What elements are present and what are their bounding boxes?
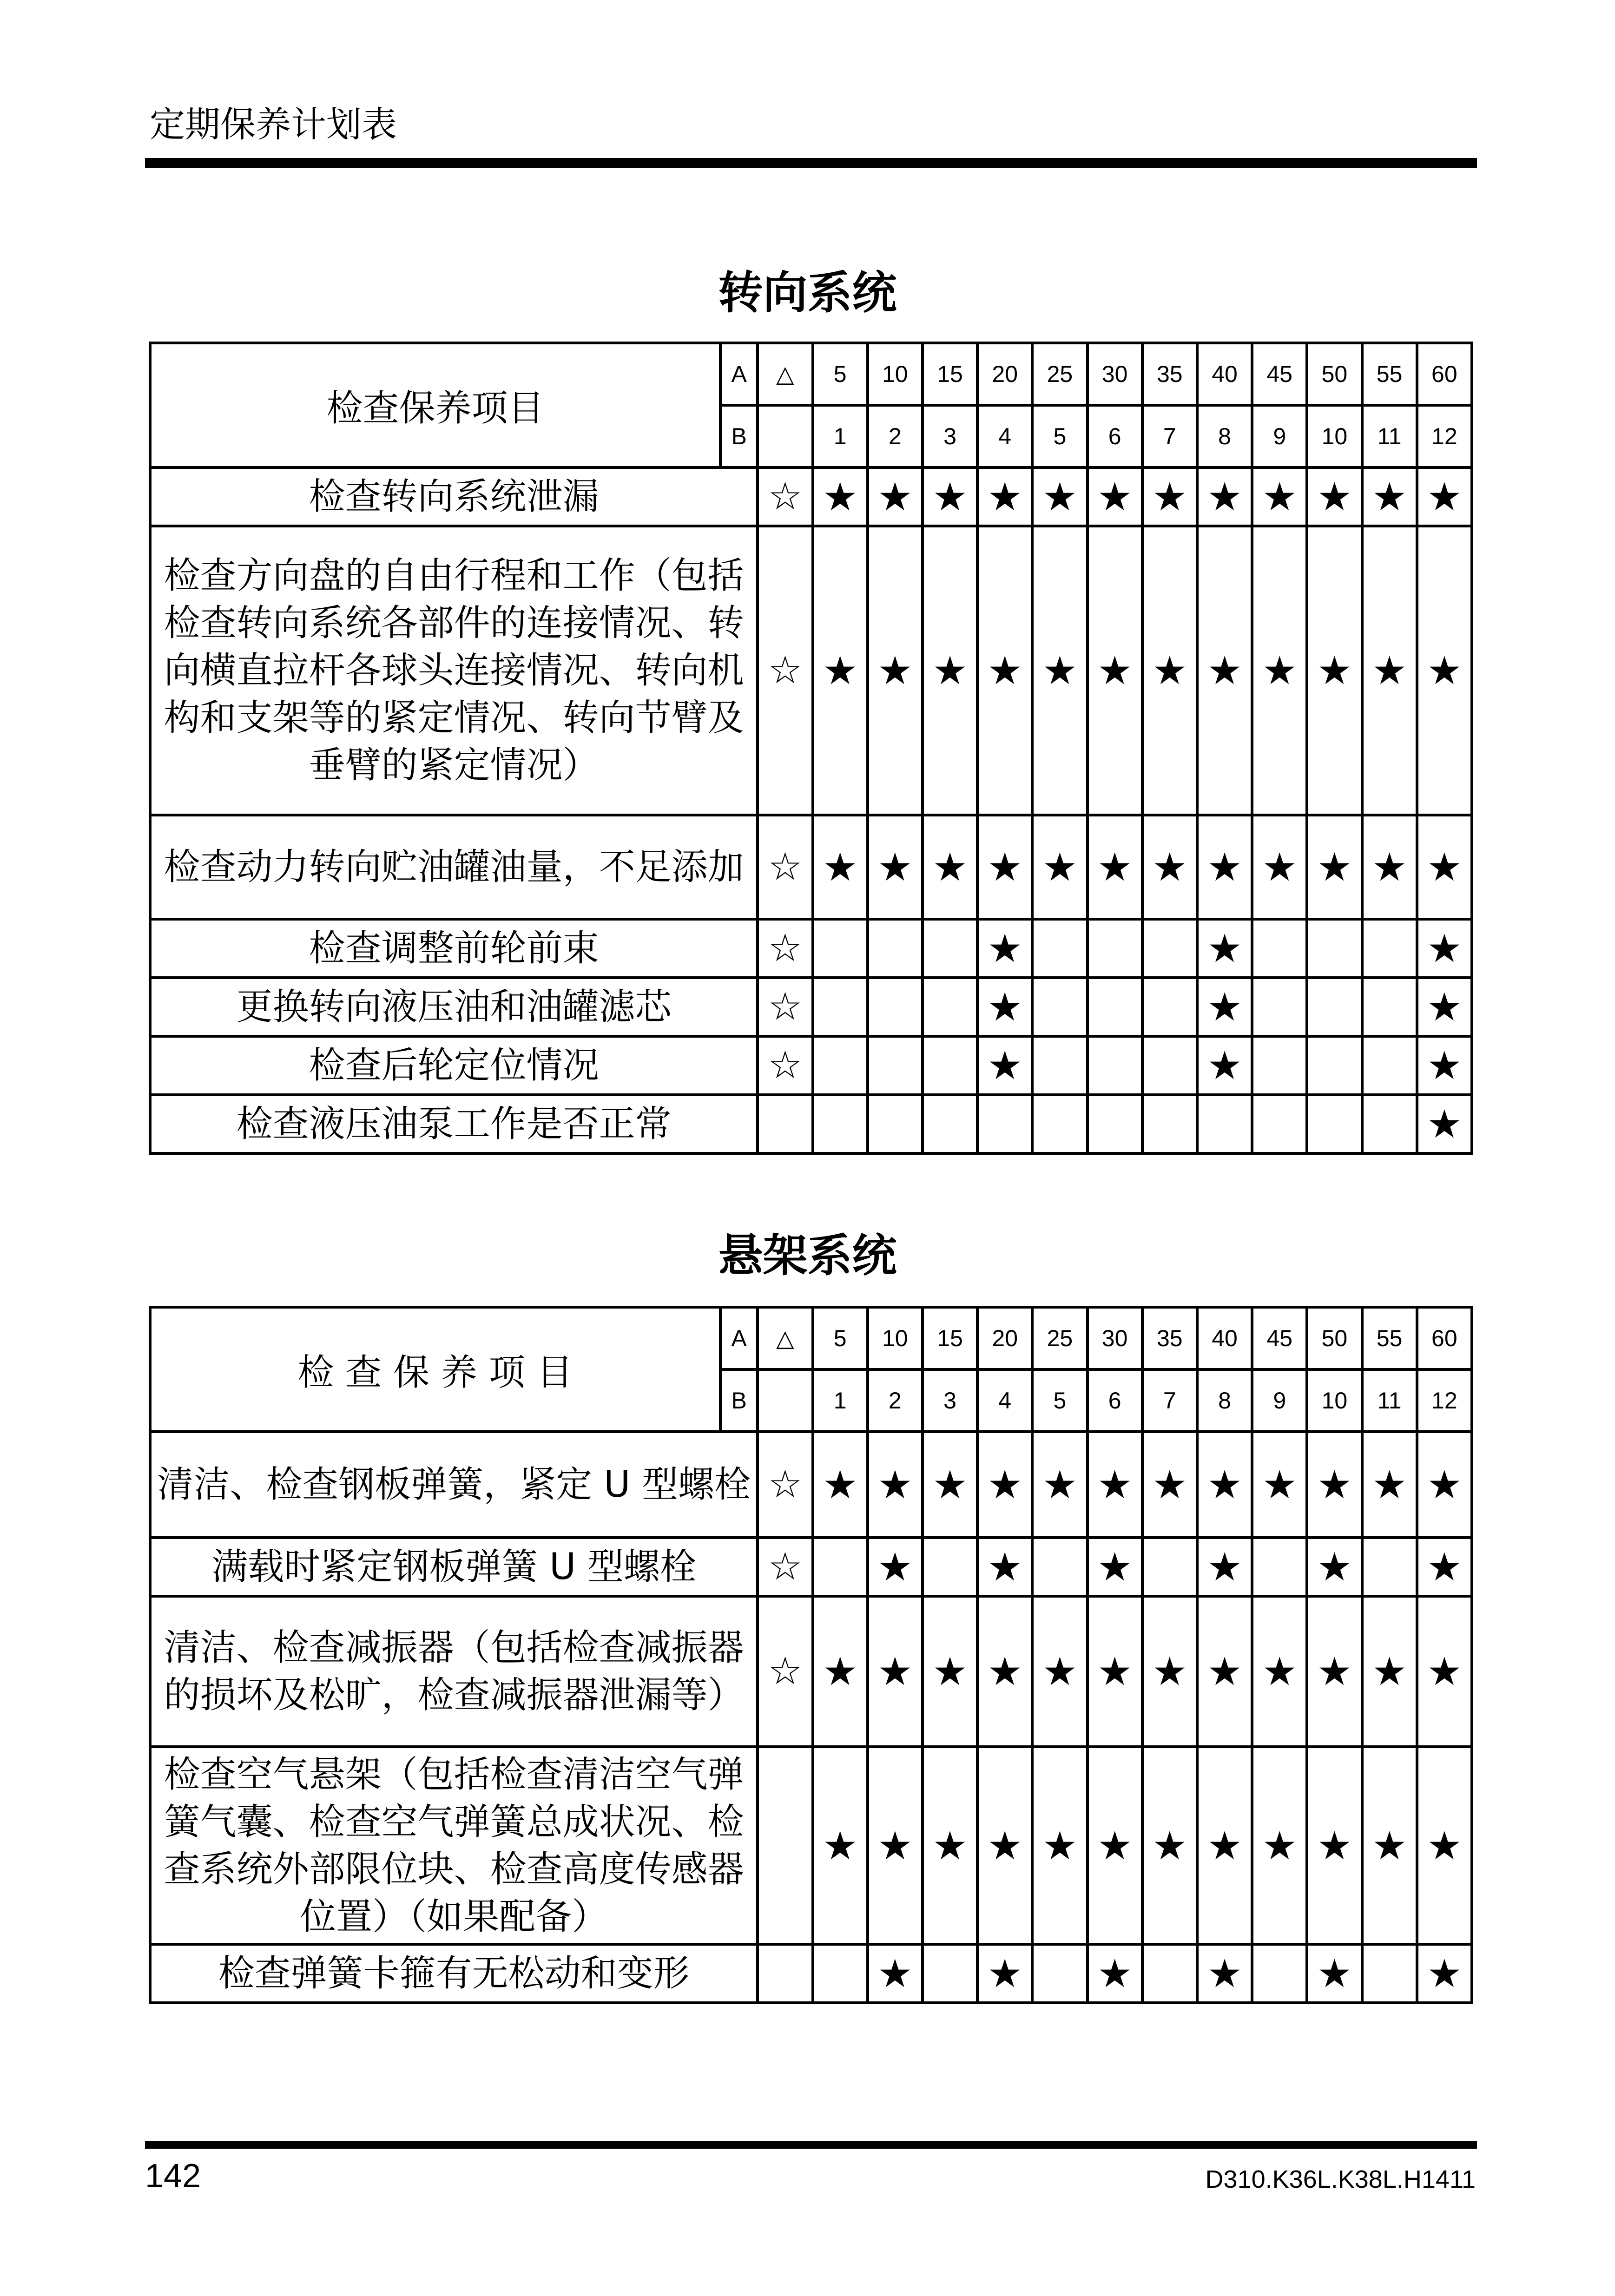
- filled-star-mark: ★: [1362, 1747, 1417, 1944]
- filled-star-mark: ★: [1197, 815, 1252, 919]
- interval-month-4: 4: [977, 405, 1032, 467]
- empty-cell: [1032, 1538, 1087, 1596]
- filled-star-mark: ★: [1307, 1944, 1362, 2003]
- empty-cell: [1032, 978, 1087, 1036]
- empty-cell: [1032, 1944, 1087, 2003]
- interval-month-8: 8: [1197, 405, 1252, 467]
- filled-star-mark: ★: [1197, 1596, 1252, 1747]
- row-b-label: B: [720, 405, 758, 467]
- filled-star-mark: ★: [977, 978, 1032, 1036]
- interval-month-10: 10: [1307, 405, 1362, 467]
- interval-km-5: 5: [813, 343, 868, 405]
- interval-km-40: 40: [1197, 1307, 1252, 1369]
- filled-star-mark: ★: [1307, 526, 1362, 815]
- empty-cell: [868, 1036, 923, 1095]
- page-number: 142: [145, 2158, 201, 2195]
- empty-cell: [813, 978, 868, 1036]
- empty-cell: [1362, 919, 1417, 978]
- filled-star-mark: ★: [813, 467, 868, 526]
- interval-km-30: 30: [1088, 343, 1142, 405]
- empty-cell: [813, 1944, 868, 2003]
- filled-star-mark: ★: [1417, 1036, 1472, 1095]
- filled-star-mark: ★: [1197, 1944, 1252, 2003]
- filled-star-mark: ★: [1142, 526, 1197, 815]
- filled-star-mark: ★: [868, 1596, 923, 1747]
- filled-star-mark: ★: [1197, 1036, 1252, 1095]
- hollow-star-mark: ☆: [758, 526, 812, 815]
- filled-star-mark: ★: [1142, 1747, 1197, 1944]
- empty-cell: [1142, 1036, 1197, 1095]
- interval-km-25: 25: [1032, 343, 1087, 405]
- filled-star-mark: ★: [1088, 1432, 1142, 1538]
- filled-star-mark: ★: [868, 1538, 923, 1596]
- interval-row-a: [150, 1307, 1472, 1369]
- interval-month-6: 6: [1088, 1369, 1142, 1432]
- filled-star-mark: ★: [813, 815, 868, 919]
- empty-cell: [1142, 1095, 1197, 1153]
- empty-cell: [758, 1944, 812, 2003]
- maintenance-item: 检查动力转向贮油罐油量，不足添加: [150, 815, 758, 919]
- empty-cell: [1088, 978, 1142, 1036]
- table-row: [150, 1538, 1472, 1596]
- steering-schedule-table: [149, 342, 1473, 1155]
- table-row: [150, 1944, 1472, 2003]
- filled-star-mark: ★: [1197, 1538, 1252, 1596]
- empty-cell: [813, 1036, 868, 1095]
- maintenance-item: 检查后轮定位情况: [150, 1036, 758, 1095]
- filled-star-mark: ★: [1362, 1596, 1417, 1747]
- filled-star-mark: ★: [1088, 1944, 1142, 2003]
- filled-star-mark: ★: [1088, 1538, 1142, 1596]
- filled-star-mark: ★: [1417, 1538, 1472, 1596]
- filled-star-mark: ★: [923, 1596, 977, 1747]
- filled-star-mark: ★: [1307, 1538, 1362, 1596]
- empty-cell: [1252, 1036, 1307, 1095]
- filled-star-mark: ★: [923, 1747, 977, 1944]
- hollow-star-mark: ☆: [758, 978, 812, 1036]
- interval-month-12: 12: [1417, 1369, 1472, 1432]
- empty-cell: [868, 1095, 923, 1153]
- row-b-label: B: [720, 1369, 758, 1432]
- filled-star-mark: ★: [1417, 978, 1472, 1036]
- item-column-header: 检 查 保 养 项 目: [150, 1307, 720, 1432]
- table-row: [150, 1747, 1472, 1944]
- filled-star-mark: ★: [1417, 1944, 1472, 2003]
- empty-cell: [1362, 1095, 1417, 1153]
- filled-star-mark: ★: [1417, 815, 1472, 919]
- filled-star-mark: ★: [1307, 815, 1362, 919]
- filled-star-mark: ★: [868, 1747, 923, 1944]
- filled-star-mark: ★: [1032, 1432, 1087, 1538]
- interval-km-15: 15: [923, 1307, 977, 1369]
- filled-star-mark: ★: [977, 1432, 1032, 1538]
- table-row: [150, 1095, 1472, 1153]
- hollow-star-mark: ☆: [758, 815, 812, 919]
- table-row: [150, 1596, 1472, 1747]
- interval-km-50: 50: [1307, 1307, 1362, 1369]
- interval-row-a: [150, 343, 1472, 405]
- row-a-label: A: [720, 1307, 758, 1369]
- item-column-header: 检查保养项目: [150, 343, 720, 467]
- empty-cell: [1252, 919, 1307, 978]
- empty-cell: [923, 919, 977, 978]
- interval-month-10: 10: [1307, 1369, 1362, 1432]
- empty-cell: [1197, 1095, 1252, 1153]
- filled-star-mark: ★: [1307, 1596, 1362, 1747]
- filled-star-mark: ★: [1362, 815, 1417, 919]
- filled-star-mark: ★: [1088, 1596, 1142, 1747]
- filled-star-mark: ★: [977, 1538, 1032, 1596]
- interval-month-11: 11: [1362, 1369, 1417, 1432]
- empty-cell: [1032, 1095, 1087, 1153]
- empty-cell: [1142, 1944, 1197, 2003]
- maintenance-item: 检查液压油泵工作是否正常: [150, 1095, 758, 1153]
- filled-star-mark: ★: [977, 526, 1032, 815]
- interval-month-5: 5: [1032, 1369, 1087, 1432]
- maintenance-item: 更换转向液压油和油罐滤芯: [150, 978, 758, 1036]
- hollow-star-mark: ☆: [758, 1596, 812, 1747]
- interval-km-25: 25: [1032, 1307, 1087, 1369]
- filled-star-mark: ★: [977, 919, 1032, 978]
- empty-cell: [1362, 1036, 1417, 1095]
- empty-cell: [1307, 1095, 1362, 1153]
- empty-cell: [1088, 919, 1142, 978]
- filled-star-mark: ★: [977, 1036, 1032, 1095]
- interval-km-15: 15: [923, 343, 977, 405]
- interval-month-4: 4: [977, 1369, 1032, 1432]
- filled-star-mark: ★: [977, 1944, 1032, 2003]
- interval-km-35: 35: [1142, 343, 1197, 405]
- filled-star-mark: ★: [977, 815, 1032, 919]
- interval-km-55: 55: [1362, 343, 1417, 405]
- maintenance-item: 清洁、检查钢板弹簧，紧定 U 型螺栓: [150, 1432, 758, 1538]
- filled-star-mark: ★: [1417, 919, 1472, 978]
- maintenance-item: 满载时紧定钢板弹簧 U 型螺栓: [150, 1538, 758, 1596]
- empty-cell: [1142, 1538, 1197, 1596]
- interval-month-12: 12: [1417, 405, 1472, 467]
- filled-star-mark: ★: [1032, 1596, 1087, 1747]
- filled-star-mark: ★: [1197, 526, 1252, 815]
- empty-cell: [813, 919, 868, 978]
- empty-cell: [1362, 1538, 1417, 1596]
- filled-star-mark: ★: [1417, 1747, 1472, 1944]
- maintenance-item: 检查方向盘的自由行程和工作（包括检查转向系统各部件的连接情况、转向横直拉杆各球头连接情况、转向机构和支架等的紧定情况、转向节臂及垂臂的紧定情况）: [150, 526, 758, 815]
- empty-cell: [1307, 978, 1362, 1036]
- interval-km-45: 45: [1252, 1307, 1307, 1369]
- filled-star-mark: ★: [1197, 978, 1252, 1036]
- maintenance-item: 检查转向系统泄漏: [150, 467, 758, 526]
- filled-star-mark: ★: [1142, 815, 1197, 919]
- filled-star-mark: ★: [1252, 526, 1307, 815]
- empty-cell: [868, 978, 923, 1036]
- filled-star-mark: ★: [1088, 815, 1142, 919]
- filled-star-mark: ★: [977, 467, 1032, 526]
- filled-star-mark: ★: [1197, 467, 1252, 526]
- filled-star-mark: ★: [1362, 467, 1417, 526]
- interval-month-2: 2: [868, 405, 923, 467]
- table-row: [150, 526, 1472, 815]
- interval-km-55: 55: [1362, 1307, 1417, 1369]
- table-row: [150, 1036, 1472, 1095]
- filled-star-mark: ★: [1197, 919, 1252, 978]
- section-title-suspension: 悬架系统: [718, 1230, 897, 1282]
- interval-month-11: 11: [1362, 405, 1417, 467]
- suspension-schedule-table: [149, 1306, 1473, 2004]
- empty-cell: [1142, 919, 1197, 978]
- empty-cell: [1088, 1036, 1142, 1095]
- filled-star-mark: ★: [1417, 526, 1472, 815]
- interval-km-20: 20: [977, 1307, 1032, 1369]
- empty-cell: [1088, 1095, 1142, 1153]
- empty-cell: [1362, 978, 1417, 1036]
- filled-star-mark: ★: [813, 526, 868, 815]
- filled-star-mark: ★: [977, 1747, 1032, 1944]
- filled-star-mark: ★: [868, 1944, 923, 2003]
- empty-cell: [758, 1747, 812, 1944]
- hollow-star-mark: ☆: [758, 1538, 812, 1596]
- filled-star-mark: ★: [923, 526, 977, 815]
- empty-cell: [1307, 919, 1362, 978]
- filled-star-mark: ★: [1252, 1747, 1307, 1944]
- filled-star-mark: ★: [1142, 467, 1197, 526]
- empty-cell: [977, 1095, 1032, 1153]
- hollow-star-mark: ☆: [758, 919, 812, 978]
- empty-cell: [1307, 1036, 1362, 1095]
- filled-star-mark: ★: [1032, 526, 1087, 815]
- row-b-empty: [758, 1369, 812, 1432]
- filled-star-mark: ★: [868, 526, 923, 815]
- interval-month-2: 2: [868, 1369, 923, 1432]
- empty-cell: [1032, 919, 1087, 978]
- filled-star-mark: ★: [977, 1596, 1032, 1747]
- filled-star-mark: ★: [1088, 1747, 1142, 1944]
- empty-cell: [1142, 978, 1197, 1036]
- footer-rule: [145, 2141, 1477, 2149]
- empty-cell: [1032, 1036, 1087, 1095]
- empty-cell: [1252, 1095, 1307, 1153]
- filled-star-mark: ★: [1197, 1432, 1252, 1538]
- interval-month-9: 9: [1252, 1369, 1307, 1432]
- filled-star-mark: ★: [868, 815, 923, 919]
- section-title-steering: 转向系统: [718, 267, 897, 319]
- filled-star-mark: ★: [1307, 467, 1362, 526]
- interval-month-6: 6: [1088, 405, 1142, 467]
- maintenance-item: 检查弹簧卡箍有无松动和变形: [150, 1944, 758, 2003]
- table-row: [150, 919, 1472, 978]
- header-title: 定期保养计划表: [150, 104, 397, 145]
- filled-star-mark: ★: [1032, 815, 1087, 919]
- empty-cell: [1362, 1944, 1417, 2003]
- empty-cell: [923, 1095, 977, 1153]
- empty-cell: [868, 919, 923, 978]
- interval-km-10: 10: [868, 1307, 923, 1369]
- filled-star-mark: ★: [1417, 1095, 1472, 1153]
- table-row: [150, 815, 1472, 919]
- interval-km-45: 45: [1252, 343, 1307, 405]
- interval-month-1: 1: [813, 1369, 868, 1432]
- empty-cell: [923, 978, 977, 1036]
- filled-star-mark: ★: [1252, 1432, 1307, 1538]
- filled-star-mark: ★: [1307, 1747, 1362, 1944]
- filled-star-mark: ★: [1252, 1596, 1307, 1747]
- filled-star-mark: ★: [868, 467, 923, 526]
- empty-cell: [923, 1538, 977, 1596]
- filled-star-mark: ★: [1417, 1432, 1472, 1538]
- interval-km-50: 50: [1307, 343, 1362, 405]
- filled-star-mark: ★: [1142, 1432, 1197, 1538]
- hollow-star-mark: ☆: [758, 1432, 812, 1538]
- empty-cell: [1252, 1944, 1307, 2003]
- filled-star-mark: ★: [1417, 467, 1472, 526]
- interval-km-60: 60: [1417, 343, 1472, 405]
- filled-star-mark: ★: [1252, 467, 1307, 526]
- empty-cell: [1252, 1538, 1307, 1596]
- filled-star-mark: ★: [1307, 1432, 1362, 1538]
- interval-km-10: 10: [868, 343, 923, 405]
- filled-star-mark: ★: [1088, 467, 1142, 526]
- filled-star-mark: ★: [813, 1747, 868, 1944]
- filled-star-mark: ★: [1362, 526, 1417, 815]
- document-code: D310.K36L.K38L.H1411: [1205, 2165, 1476, 2193]
- filled-star-mark: ★: [1032, 467, 1087, 526]
- table-row: [150, 978, 1472, 1036]
- interval-km-60: 60: [1417, 1307, 1472, 1369]
- filled-star-mark: ★: [923, 1432, 977, 1538]
- interval-month-5: 5: [1032, 405, 1087, 467]
- filled-star-mark: ★: [923, 815, 977, 919]
- filled-star-mark: ★: [813, 1596, 868, 1747]
- interval-month-9: 9: [1252, 405, 1307, 467]
- filled-star-mark: ★: [1088, 526, 1142, 815]
- hollow-star-mark: ☆: [758, 1036, 812, 1095]
- interval-month-1: 1: [813, 405, 868, 467]
- interval-month-8: 8: [1197, 1369, 1252, 1432]
- filled-star-mark: ★: [1032, 1747, 1087, 1944]
- hollow-star-mark: ☆: [758, 467, 812, 526]
- interval-km-5: 5: [813, 1307, 868, 1369]
- interval-km-40: 40: [1197, 343, 1252, 405]
- maintenance-item: 检查空气悬架（包括检查清洁空气弹簧气囊、检查空气弹簧总成状况、检查系统外部限位块、检查高度传感器位置）（如果配备）: [150, 1747, 758, 1944]
- empty-cell: [813, 1095, 868, 1153]
- empty-cell: [1252, 978, 1307, 1036]
- filled-star-mark: ★: [1252, 815, 1307, 919]
- filled-star-mark: ★: [1142, 1596, 1197, 1747]
- maintenance-item: 清洁、检查减振器（包括检查减振器的损坏及松旷，检查减振器泄漏等）: [150, 1596, 758, 1747]
- interval-month-7: 7: [1142, 1369, 1197, 1432]
- interval-km-20: 20: [977, 343, 1032, 405]
- interval-km-35: 35: [1142, 1307, 1197, 1369]
- table-row: [150, 1432, 1472, 1538]
- empty-cell: [758, 1095, 812, 1153]
- maintenance-item: 检查调整前轮前束: [150, 919, 758, 978]
- interval-month-3: 3: [923, 1369, 977, 1432]
- empty-cell: [923, 1944, 977, 2003]
- row-a-label: A: [720, 343, 758, 405]
- interval-month-7: 7: [1142, 405, 1197, 467]
- filled-star-mark: ★: [1362, 1432, 1417, 1538]
- interval-km-30: 30: [1088, 1307, 1142, 1369]
- header-rule: [145, 158, 1477, 168]
- empty-cell: [923, 1036, 977, 1095]
- filled-star-mark: ★: [813, 1432, 868, 1538]
- filled-star-mark: ★: [868, 1432, 923, 1538]
- filled-star-mark: ★: [923, 467, 977, 526]
- filled-star-mark: ★: [1197, 1747, 1252, 1944]
- table-row: [150, 467, 1472, 526]
- triangle-header: △: [758, 343, 812, 405]
- empty-cell: [813, 1538, 868, 1596]
- row-b-empty: [758, 405, 812, 467]
- triangle-header: △: [758, 1307, 812, 1369]
- interval-month-3: 3: [923, 405, 977, 467]
- filled-star-mark: ★: [1417, 1596, 1472, 1747]
